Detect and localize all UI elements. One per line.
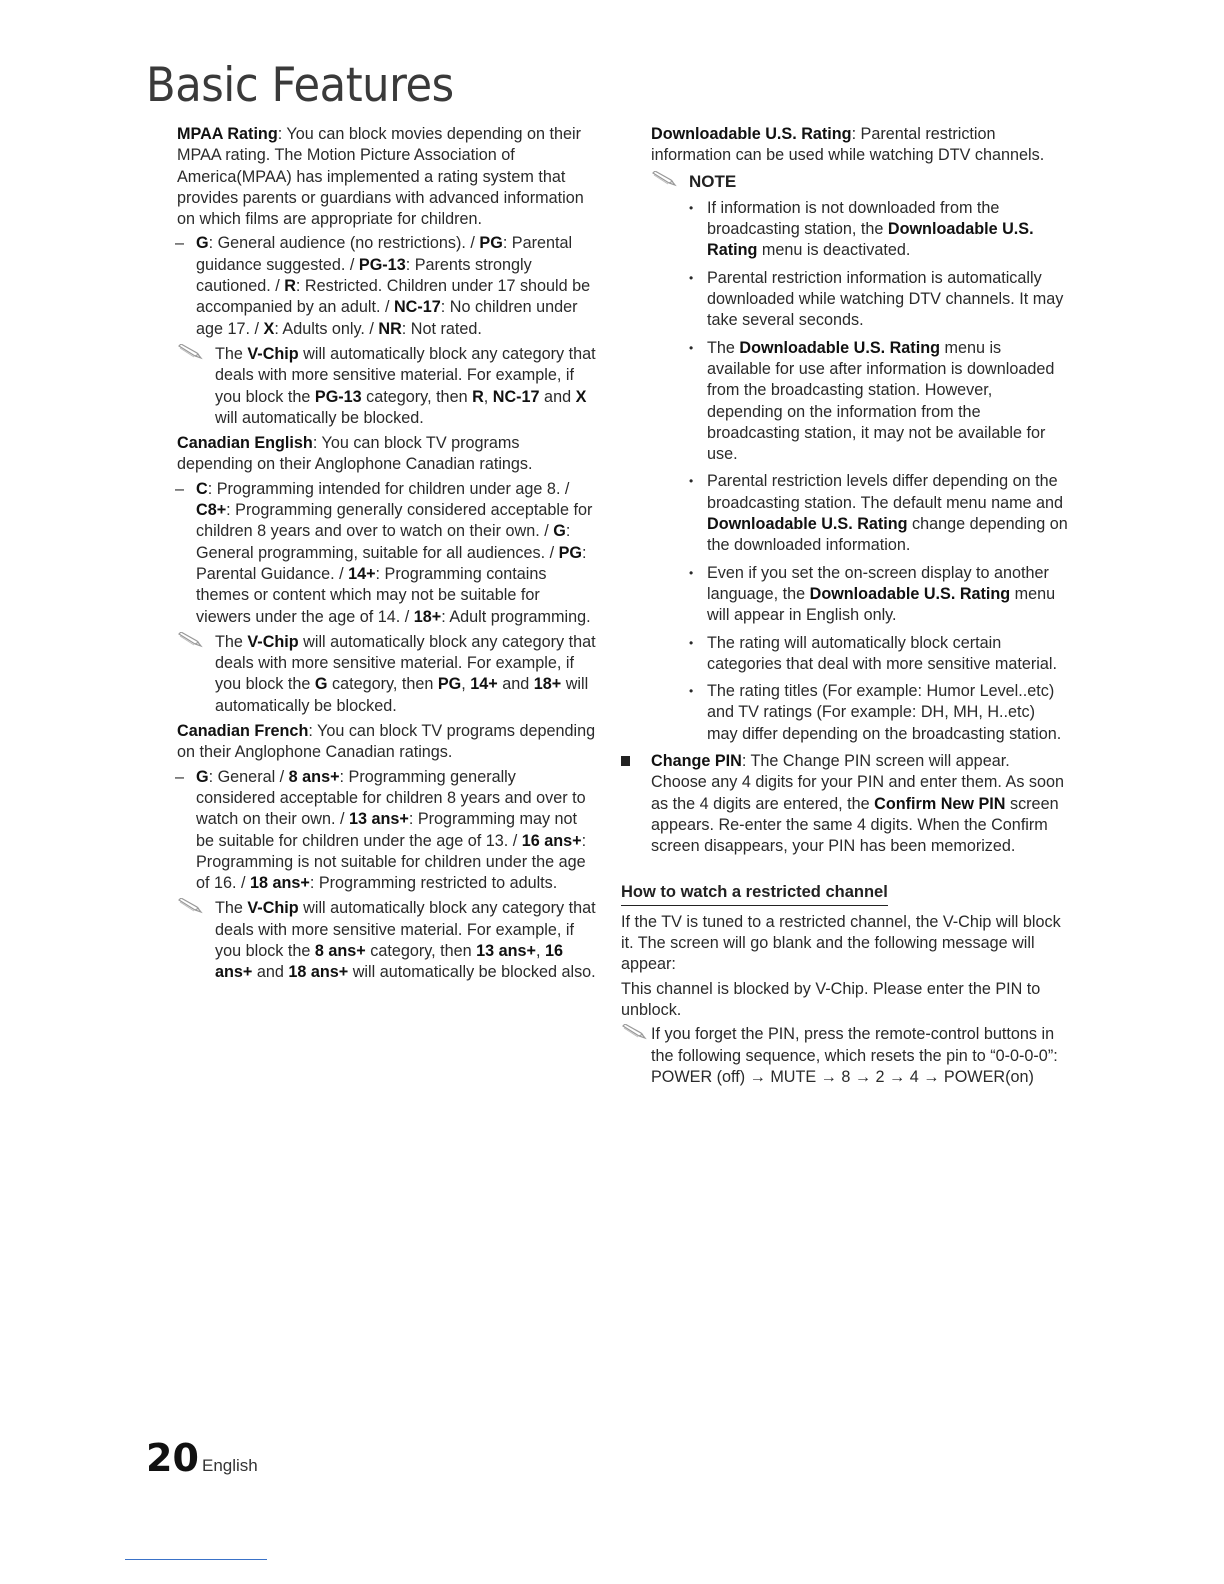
t: 8 ans+ xyxy=(288,767,340,786)
t: will automatically block any category that deals with more sensitive material. For example, if you block the xyxy=(215,632,596,694)
t: 16 ans+ xyxy=(215,941,564,982)
canadian-french-list xyxy=(177,767,597,895)
t: If you forget the PIN, press the remote-control buttons in the following sequence, which resets the pin to “0-0-0-0”: POWER (off) → MUTE → 8 → 2 → 4 → POWER(on) xyxy=(651,1025,1058,1086)
text: : You can block TV programs depending on their Anglophone Canadian ratings. xyxy=(177,434,533,474)
list-item xyxy=(689,198,1069,262)
t: : Parental Guidance. / xyxy=(196,543,587,583)
t: : Adults only. / xyxy=(274,319,379,338)
pencil-note-icon xyxy=(177,898,207,916)
text: : Parental restriction information can be used while watching DTV channels. xyxy=(651,125,1045,165)
t: : Programming generally considered acceptable for children 8 years and over to watch on their own. / xyxy=(196,767,586,829)
restricted-paragraph: If the TV is tuned to a restricted channel, the V-Chip will block it. The screen will go blank and the following message will appear: xyxy=(621,912,1061,974)
t: 18 ans+ xyxy=(288,963,349,982)
t: If information is not downloaded from the broadcasting station, the xyxy=(707,198,1000,239)
t: : Parents strongly cautioned. / xyxy=(196,255,532,296)
t: : Not rated. xyxy=(401,319,482,338)
t: 13 ans+ xyxy=(348,810,409,829)
t: X xyxy=(263,319,275,338)
note-header xyxy=(651,171,1069,192)
pencil-note-icon xyxy=(177,632,207,650)
t: The rating titles (For example: Humor Level..etc) and TV ratings (For example: DH, MH, H..etc) may differ depending on the broadcasting station. xyxy=(707,682,1062,743)
page-language: English xyxy=(202,1456,258,1475)
t: and xyxy=(539,387,576,406)
mpaa-rating-list xyxy=(177,233,597,339)
pencil-note-icon xyxy=(651,171,681,189)
t: : General / xyxy=(208,767,289,786)
t: Confirm New PIN xyxy=(874,794,1006,813)
t: and xyxy=(252,963,289,982)
t: Downloadable U.S. Rating xyxy=(707,515,908,534)
t: 18+ xyxy=(533,675,562,694)
downloadable-rating-paragraph xyxy=(651,124,1069,167)
change-pin-item xyxy=(621,751,1069,857)
t: V-Chip xyxy=(247,899,299,918)
t: , xyxy=(461,675,471,694)
t: : General programming, suitable for all audiences. / xyxy=(196,522,571,562)
note-bullet-list xyxy=(651,198,1069,745)
t: : Restricted. Children under 17 should be accompanied by an adult. / xyxy=(196,277,591,317)
t: : Programming restricted to adults. xyxy=(309,874,558,893)
t: menu is deactivated. xyxy=(757,241,911,260)
t: Parental restriction levels differ depending on the broadcasting station. The default menu name and xyxy=(707,472,1064,512)
term: Canadian English xyxy=(177,434,313,453)
list-item xyxy=(689,563,1069,627)
left-column xyxy=(177,124,597,988)
term: MPAA Rating xyxy=(177,125,278,143)
canadian-english-list xyxy=(177,479,597,628)
t: menu will appear in English only. xyxy=(707,584,1056,625)
pin-reset-note xyxy=(621,1024,1069,1088)
t: NR xyxy=(378,319,402,338)
canadian-french-paragraph xyxy=(177,721,597,764)
t: PG-13 xyxy=(358,255,406,274)
t: and xyxy=(497,675,534,694)
t: will automatically be blocked. xyxy=(215,675,589,715)
list-item xyxy=(689,633,1069,676)
t: , xyxy=(483,387,493,406)
t: 14+ xyxy=(348,564,376,583)
t: C xyxy=(196,479,208,498)
t: 16 ans+ xyxy=(521,831,582,850)
square-bullet-icon xyxy=(621,756,630,766)
t: category, then xyxy=(361,387,473,406)
t: V-Chip xyxy=(247,344,299,363)
t: The xyxy=(215,899,248,918)
t: : Programming may not be suitable for children under the age of 13. / xyxy=(196,810,578,850)
t: G xyxy=(553,522,566,541)
canadian-french-note xyxy=(177,898,597,983)
t: : No children under age 17. / xyxy=(196,298,578,338)
t: PG-13 xyxy=(314,387,362,406)
t: V-Chip xyxy=(247,632,299,651)
t: G xyxy=(314,675,328,694)
canadian-english-paragraph xyxy=(177,433,597,476)
t: 18 ans+ xyxy=(250,874,310,893)
t: change depending on the downloaded information. xyxy=(707,515,1068,555)
t: Parental restriction information is automatically downloaded while watching DTV channels. It may take several seconds. xyxy=(707,268,1064,330)
t: 14+ xyxy=(470,675,498,694)
t: 18+ xyxy=(413,607,442,626)
t: NC-17 xyxy=(393,298,441,317)
list-item xyxy=(689,338,1069,466)
t: Downloadable U.S. Rating xyxy=(707,220,1034,260)
t: PG xyxy=(479,234,503,253)
t: G xyxy=(196,234,209,253)
t: The rating will automatically block certain categories that deal with more sensitive material. xyxy=(707,633,1057,673)
t: will automatically be blocked also. xyxy=(348,963,596,982)
t: : General audience (no restrictions). / xyxy=(208,234,480,253)
t: : Programming intended for children under age 8. / xyxy=(207,479,570,498)
t: 13 ans+ xyxy=(476,941,536,960)
t: G xyxy=(196,767,209,786)
t: Change PIN xyxy=(651,752,742,771)
t: menu is available for use after information is downloaded from the broadcasting station. However, depending on the information from the broadcasting station, it may not be available for use. xyxy=(707,338,1055,464)
page-number: 20 xyxy=(146,1436,199,1480)
t: category, then xyxy=(327,675,438,694)
t: C8+ xyxy=(196,501,227,520)
t: , xyxy=(536,941,545,960)
t: screen appears. Re-enter the same 4 digits. When the Confirm screen disappears, your PIN has been memorized. xyxy=(651,794,1059,856)
t: : Adult programming. xyxy=(441,607,591,626)
t: PG xyxy=(437,675,462,694)
t: : The Change PIN screen will appear. Choose any 4 digits for your PIN and enter them. As soon as the 4 digits are entered, the xyxy=(651,752,1065,813)
t: : Programming contains themes or content which may not be suitable for viewers under the age of 14. / xyxy=(196,564,547,626)
t: Downloadable U.S. Rating xyxy=(809,584,1011,603)
t: X xyxy=(575,387,587,406)
t: category, then xyxy=(365,941,477,960)
t: : Programming generally considered acceptable for children 8 years and over to watch on their own. / xyxy=(196,501,593,541)
list-item xyxy=(689,268,1069,332)
list-item xyxy=(689,471,1069,556)
t: will automatically block any category that deals with more sensitive material. For example, if you block the xyxy=(215,344,596,406)
t: The xyxy=(215,344,248,363)
t: PG xyxy=(558,543,582,562)
mpaa-note xyxy=(177,344,597,429)
pencil-note-icon xyxy=(177,344,207,362)
note-label: NOTE xyxy=(689,171,737,191)
right-column xyxy=(621,124,1069,1092)
text: : You can block TV programs depending on their Anglophone Canadian ratings. xyxy=(177,722,596,762)
footer-divider xyxy=(125,1559,267,1560)
mpaa-rating-paragraph xyxy=(177,124,597,230)
text: : You can block movies depending on their MPAA rating. The Motion Picture Association of America(MPAA) has implemented a rating system that provides parents or guardians with advanced information on which films are appropriate for children. xyxy=(177,125,584,229)
t: 8 ans+ xyxy=(314,941,366,960)
term: Canadian French xyxy=(177,722,309,741)
blocked-message: This channel is blocked by V-Chip. Please enter the PIN to unblock. xyxy=(621,979,1041,1019)
t: NC-17 xyxy=(492,387,540,406)
t: The xyxy=(215,632,248,651)
t: R xyxy=(284,277,296,296)
t: will automatically block any category that deals with more sensitive material. For example, if you block the xyxy=(215,899,596,960)
term: Downloadable U.S. Rating xyxy=(651,125,852,143)
pencil-note-icon xyxy=(621,1024,651,1042)
section-heading: How to watch a restricted channel xyxy=(621,882,888,906)
t: : Parental guidance suggested. / xyxy=(196,234,573,274)
t: : Programming is not suitable for children under the age of 16. / xyxy=(196,831,587,893)
restricted-channel-section xyxy=(621,912,1069,1088)
list-item xyxy=(689,681,1069,745)
t: The xyxy=(707,338,740,357)
t: will automatically be blocked. xyxy=(215,408,424,427)
canadian-english-note xyxy=(177,632,597,717)
t: Downloadable U.S. Rating xyxy=(739,338,940,357)
t: Even if you set the on-screen display to another language, the xyxy=(707,563,1049,603)
t: R xyxy=(472,387,484,406)
page-title: Basic Features xyxy=(146,58,454,113)
